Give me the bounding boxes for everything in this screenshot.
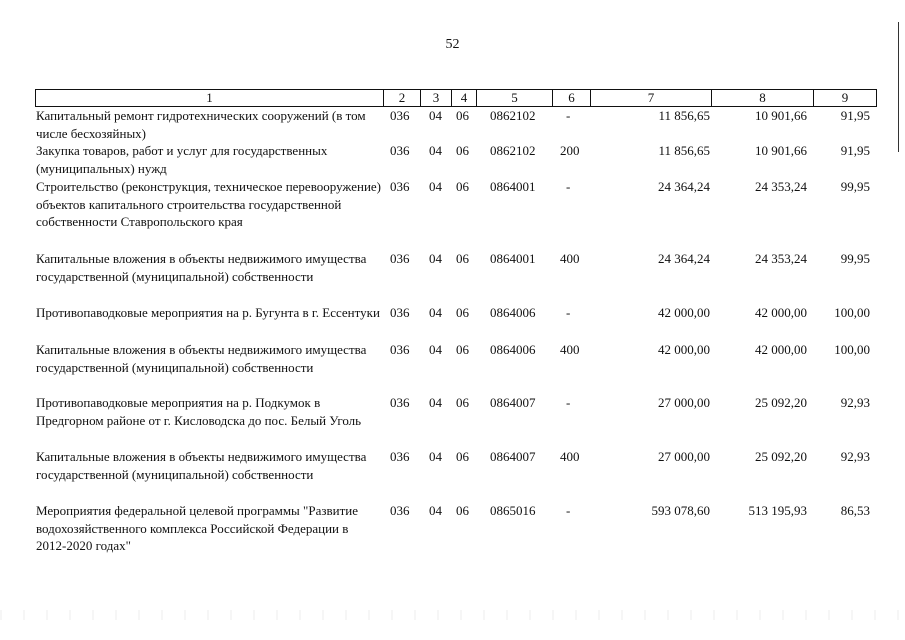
row-percent: 99,95: [840, 251, 870, 266]
row-value-7: 27 000,00: [658, 449, 710, 464]
row-code-3: 04: [429, 395, 442, 410]
row-code-5: 0864006: [490, 342, 536, 357]
row-value-7: 24 364,24: [658, 251, 710, 266]
header-col-4: 4: [451, 90, 476, 106]
row-name: Капитальные вложения в объекты недвижимого имущества государственной (муниципальной) собственности: [36, 251, 367, 284]
row-value-7: 593 078,60: [651, 503, 710, 518]
row-name: Капитальный ремонт гидротехнических сооружений (в том числе бесхозяйных): [36, 108, 366, 141]
row-code-6: 400: [560, 342, 580, 357]
row-value-7: 11 856,65: [658, 143, 710, 158]
header-col-3: 3: [420, 90, 451, 106]
row-code-2: 036: [390, 503, 410, 518]
row-code-5: 0862102: [490, 143, 536, 158]
row-name: Капитальные вложения в объекты недвижимого имущества государственной (муниципальной) собственности: [36, 449, 367, 482]
row-code-3: 04: [429, 305, 442, 320]
row-value-7: 42 000,00: [658, 305, 710, 320]
row-code-2: 036: [390, 143, 410, 158]
row-name: Противопаводковые мероприятия на р. Подкумок в Предгорном районе от г. Кисловодска до пос. Белый Уголь: [36, 395, 362, 428]
row-code-5: 0862102: [490, 108, 536, 123]
row-percent: 100,00: [834, 342, 870, 357]
row-code-4: 06: [456, 395, 469, 410]
row-value-8: 10 901,66: [755, 143, 807, 158]
row-code-5: 0864001: [490, 251, 536, 266]
row-code-6: -: [566, 395, 571, 410]
row-code-5: 0864007: [490, 395, 536, 410]
row-code-5: 0864007: [490, 449, 536, 464]
row-code-5: 0864001: [490, 179, 536, 194]
row-code-3: 04: [429, 342, 442, 357]
row-percent: 91,95: [840, 108, 870, 123]
row-percent: 100,00: [834, 305, 870, 320]
header-col-6: 6: [552, 90, 590, 106]
row-value-8: 42 000,00: [755, 305, 807, 320]
row-code-2: 036: [390, 395, 410, 410]
header-col-2: 2: [383, 90, 420, 106]
row-code-2: 036: [390, 342, 410, 357]
row-code-4: 06: [456, 251, 469, 266]
header-col-5: 5: [476, 90, 552, 106]
row-code-6: -: [566, 503, 571, 518]
row-percent: 86,53: [840, 503, 870, 518]
row-code-6: -: [566, 108, 571, 123]
row-code-4: 06: [456, 449, 469, 464]
row-name: Мероприятия федеральной целевой программы "Развитие водохозяйственного комплекса Российской Федерации в 2012-2020 годах": [36, 503, 358, 554]
row-value-8: 42 000,00: [755, 342, 807, 357]
row-code-2: 036: [390, 179, 410, 194]
row-name: Закупка товаров, работ и услуг для государственных (муниципальных) нужд: [36, 143, 328, 176]
header-col-1: 1: [206, 90, 213, 105]
row-code-6: 400: [560, 251, 580, 266]
row-name: Капитальные вложения в объекты недвижимого имущества государственной (муниципальной) собственности: [36, 342, 367, 375]
row-name: Строительство (реконструкция, техническое перевооружение) объектов капитального строительства государственной собственности Ставропольского края: [36, 179, 382, 230]
row-code-4: 06: [456, 179, 469, 194]
row-code-2: 036: [390, 251, 410, 266]
row-code-3: 04: [429, 179, 442, 194]
row-percent: 91,95: [840, 143, 870, 158]
row-value-8: 24 353,24: [755, 179, 807, 194]
row-code-6: -: [566, 305, 571, 320]
row-value-8: 513 195,93: [748, 503, 807, 518]
row-value-8: 25 092,20: [755, 395, 807, 410]
row-code-4: 06: [456, 503, 469, 518]
row-value-8: 25 092,20: [755, 449, 807, 464]
page-number: 52: [445, 37, 460, 52]
row-value-7: 11 856,65: [658, 108, 710, 123]
header-col-8: 8: [711, 90, 813, 106]
margin-rule: [898, 22, 899, 152]
row-name: Противопаводковые мероприятия на р. Бугунта в г. Ессентуки: [36, 305, 380, 320]
row-code-5: 0865016: [490, 503, 536, 518]
row-code-3: 04: [429, 251, 442, 266]
scan-artifact-strip: [0, 610, 905, 620]
table-header: [35, 89, 877, 107]
row-code-4: 06: [456, 342, 469, 357]
row-percent: 99,95: [840, 179, 870, 194]
row-code-4: 06: [456, 143, 469, 158]
header-col-7: 7: [590, 90, 711, 106]
row-code-2: 036: [390, 108, 410, 123]
row-code-4: 06: [456, 305, 469, 320]
row-value-7: 27 000,00: [658, 395, 710, 410]
row-code-4: 06: [456, 108, 469, 123]
header-col-9: 9: [813, 90, 876, 106]
row-value-8: 10 901,66: [755, 108, 807, 123]
row-code-6: -: [566, 179, 571, 194]
row-percent: 92,93: [840, 395, 870, 410]
row-value-7: 42 000,00: [658, 342, 710, 357]
row-code-5: 0864006: [490, 305, 536, 320]
row-code-3: 04: [429, 143, 442, 158]
row-code-6: 200: [560, 143, 580, 158]
row-code-3: 04: [429, 503, 442, 518]
row-code-2: 036: [390, 449, 410, 464]
row-code-2: 036: [390, 305, 410, 320]
row-value-7: 24 364,24: [658, 179, 710, 194]
row-code-3: 04: [429, 108, 442, 123]
row-value-8: 24 353,24: [755, 251, 807, 266]
row-code-6: 400: [560, 449, 580, 464]
row-code-3: 04: [429, 449, 442, 464]
row-percent: 92,93: [840, 449, 870, 464]
